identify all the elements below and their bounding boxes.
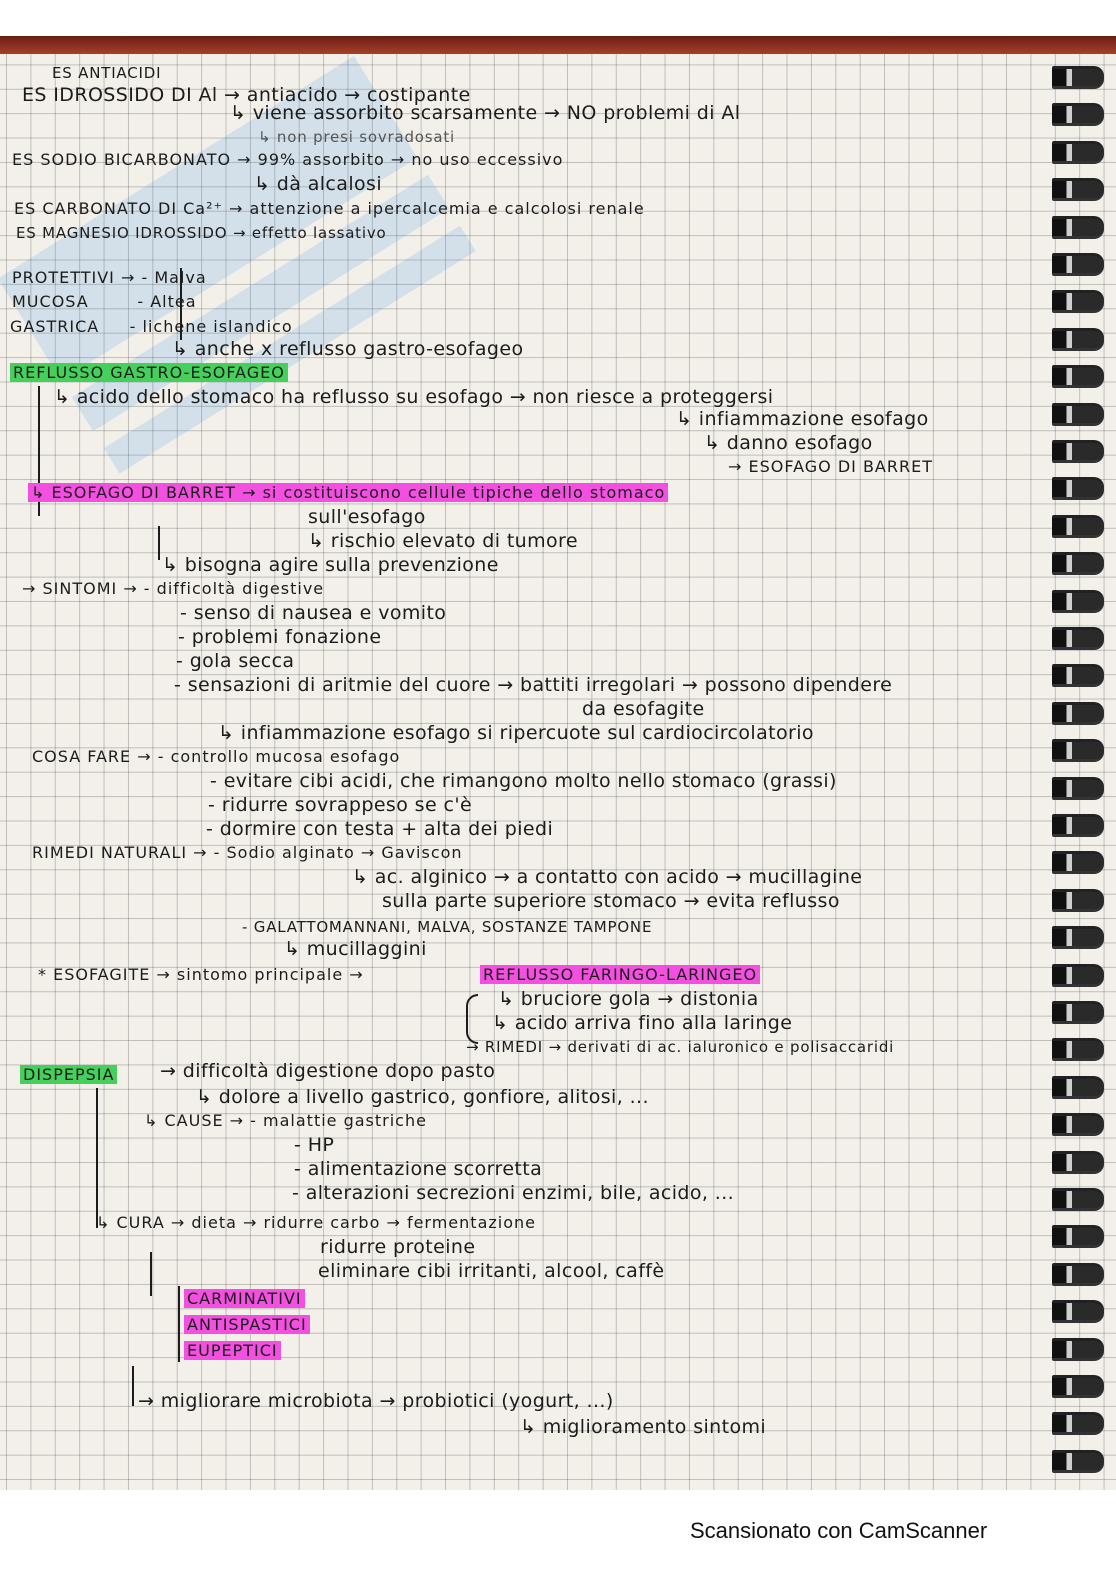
bracket-line bbox=[132, 1366, 134, 1406]
spiral-ring bbox=[1052, 290, 1104, 313]
note-line: ↳ rischio elevato di tumore bbox=[308, 530, 578, 552]
note-line: - alterazioni secrezioni enzimi, bile, acido, ... bbox=[292, 1182, 735, 1204]
spiral-ring bbox=[1052, 328, 1104, 351]
note-line: ↳ bisogna agire sulla prevenzione bbox=[162, 554, 499, 576]
note-line: ↳ danno esofago bbox=[704, 432, 873, 454]
spiral-ring bbox=[1052, 1038, 1104, 1061]
note-line: ↳ dà alcalosi bbox=[254, 173, 382, 195]
spiral-ring bbox=[1052, 403, 1104, 426]
note-line: ↳ viene assorbito scarsamente → NO problemi di Al bbox=[230, 102, 741, 124]
spiral-ring bbox=[1052, 851, 1104, 874]
note-line: - HP bbox=[294, 1134, 335, 1156]
note-line: - evitare cibi acidi, che rimangono molto nello stomaco (grassi) bbox=[210, 770, 837, 792]
antispastici-highlight: ANTISPASTICI bbox=[184, 1315, 310, 1334]
note-line: → difficoltà digestione dopo pasto bbox=[160, 1060, 496, 1082]
note-line: - problemi fonazione bbox=[178, 626, 382, 648]
note-line: - senso di nausea e vomito bbox=[180, 602, 447, 624]
note-line: - dormire con testa + alta dei piedi bbox=[206, 818, 554, 840]
note-line: → RIMEDI → derivati di ac. ialuronico e polisaccaridi bbox=[466, 1038, 895, 1056]
note-line: ↳ infiammazione esofago bbox=[676, 408, 929, 430]
spiral-ring bbox=[1052, 664, 1104, 687]
spiral-ring bbox=[1052, 777, 1104, 800]
section-heading bbox=[20, 1064, 117, 1086]
note-line: → ESOFAGO DI BARRET bbox=[728, 457, 933, 476]
note-line: RIMEDI NATURALI → - Sodio alginato → Gaviscon bbox=[32, 843, 463, 862]
spiral-ring bbox=[1052, 926, 1104, 949]
note-line: sull'esofago bbox=[308, 506, 426, 528]
scanner-footer: Scansionato con CamScanner bbox=[690, 1518, 988, 1543]
note-line: ↳ infiammazione esofago si ripercuote sul cardiocircolatorio bbox=[218, 722, 814, 744]
spiral-ring bbox=[1052, 590, 1104, 613]
note-line: eliminare cibi irritanti, alcool, caffè bbox=[318, 1260, 665, 1282]
note-line: ↳ anche x reflusso gastro-esofageo bbox=[172, 338, 524, 360]
spiral-ring bbox=[1052, 627, 1104, 650]
note-line bbox=[184, 1314, 310, 1336]
bracket-line bbox=[96, 1088, 98, 1228]
note-line bbox=[184, 1288, 305, 1310]
note-line: - sensazioni di aritmie del cuore → battiti irregolari → possono dipendere bbox=[174, 674, 893, 696]
note-line: ↳ acido dello stomaco ha reflusso su esofago → non riesce a proteggersi bbox=[54, 386, 774, 408]
eupeptici-highlight: EUPEPTICI bbox=[184, 1341, 281, 1360]
spiral-ring bbox=[1052, 103, 1104, 126]
section-heading-text: REFLUSSO GASTRO-ESOFAGEO bbox=[10, 363, 288, 382]
spiral-ring bbox=[1052, 1113, 1104, 1136]
spiral-ring bbox=[1052, 216, 1104, 239]
note-line: ES CARBONATO DI Ca²⁺ → attenzione a ipercalcemia e calcolosi renale bbox=[14, 199, 645, 218]
note-line: ↳ CURA → dieta → ridurre carbo → fermentazione bbox=[96, 1213, 536, 1232]
notebook-cover-edge bbox=[0, 36, 1116, 54]
note-line: PROTETTIVI → - Malva bbox=[12, 268, 207, 287]
note-line: MUCOSA - Altea bbox=[12, 292, 197, 311]
dispepsia-heading: DISPEPSIA bbox=[20, 1065, 117, 1084]
note-line: ES MAGNESIO IDROSSIDO → effetto lassativo bbox=[16, 224, 387, 242]
bracket-line bbox=[150, 1252, 152, 1296]
spiral-ring bbox=[1052, 1300, 1104, 1323]
spiral-ring bbox=[1052, 739, 1104, 762]
spiral-ring bbox=[1052, 814, 1104, 837]
spiral-ring bbox=[1052, 1412, 1104, 1435]
note-line: ↳ CAUSE → - malattie gastriche bbox=[144, 1111, 427, 1130]
note-line: ↳ non presi sovradosati bbox=[258, 128, 456, 146]
spiral-ring bbox=[1052, 1375, 1104, 1398]
note-line: - ridurre sovrappeso se c'è bbox=[208, 794, 473, 816]
spiral-ring bbox=[1052, 365, 1104, 388]
note-line: ↳ ac. alginico → a contatto con acido → mucillagine bbox=[352, 866, 863, 888]
notebook-spiral bbox=[1046, 66, 1116, 1490]
note-line: COSA FARE → - controllo mucosa esofago bbox=[32, 747, 401, 766]
spiral-ring bbox=[1052, 702, 1104, 725]
note-line: ridurre proteine bbox=[320, 1236, 476, 1258]
spiral-ring bbox=[1052, 141, 1104, 164]
note-line: - gola secca bbox=[176, 650, 295, 672]
carminativi-highlight: CARMINATIVI bbox=[184, 1289, 305, 1308]
scan-top-margin bbox=[0, 0, 1116, 36]
note-line: ↳ acido arriva fino alla laringe bbox=[492, 1012, 793, 1034]
note-line: ES IDROSSIDO DI Al → antiacido → costipante bbox=[22, 84, 471, 106]
bracket-line bbox=[178, 1286, 180, 1362]
note-line: - alimentazione scorretta bbox=[294, 1158, 543, 1180]
spiral-ring bbox=[1052, 1001, 1104, 1024]
spiral-ring bbox=[1052, 66, 1104, 89]
spiral-ring bbox=[1052, 1151, 1104, 1174]
note-line: ↳ dolore a livello gastrico, gonfiore, alitosi, ... bbox=[196, 1086, 649, 1108]
notebook-page bbox=[0, 36, 1116, 1490]
reflusso-faringo-highlight: REFLUSSO FARINGO-LARINGEO bbox=[480, 965, 760, 984]
spiral-ring bbox=[1052, 515, 1104, 538]
section-heading bbox=[10, 362, 288, 384]
note-line: ES SODIO BICARBONATO → 99% assorbito → no uso eccessivo bbox=[12, 150, 564, 169]
esofago-barret-highlight: ↳ ESOFAGO DI BARRET → si costituiscono cellule tipiche dello stomaco bbox=[28, 483, 668, 502]
spiral-ring bbox=[1052, 178, 1104, 201]
spiral-ring bbox=[1052, 1263, 1104, 1286]
note-line: → SINTOMI → - difficoltà digestive bbox=[22, 579, 325, 598]
note-line bbox=[480, 964, 760, 986]
note-line: GASTRICA - lichene islandico bbox=[10, 317, 293, 336]
spiral-ring bbox=[1052, 477, 1104, 500]
note-line: ES ANTIACIDI bbox=[52, 64, 162, 82]
note-line: - GALATTOMANNANI, MALVA, SOSTANZE TAMPONE bbox=[242, 918, 653, 936]
bracket-line bbox=[158, 526, 160, 560]
note-line: → migliorare microbiota → probiotici (yogurt, ...) bbox=[138, 1390, 614, 1412]
note-line: ↳ bruciore gola → distonia bbox=[498, 988, 759, 1010]
note-line bbox=[184, 1340, 281, 1362]
note-line bbox=[28, 482, 668, 504]
spiral-ring bbox=[1052, 964, 1104, 987]
spiral-ring bbox=[1052, 440, 1104, 463]
note-line: ↳ miglioramento sintomi bbox=[520, 1416, 767, 1438]
note-line: da esofagite bbox=[582, 698, 705, 720]
note-line: * ESOFAGITE → sintomo principale → bbox=[38, 965, 364, 984]
spiral-ring bbox=[1052, 552, 1104, 575]
spiral-ring bbox=[1052, 1450, 1104, 1473]
spiral-ring bbox=[1052, 889, 1104, 912]
spiral-ring bbox=[1052, 1188, 1104, 1211]
note-line: sulla parte superiore stomaco → evita reflusso bbox=[382, 890, 840, 912]
bracket-line bbox=[180, 268, 182, 340]
spiral-ring bbox=[1052, 1076, 1104, 1099]
note-line: ↳ mucillaggini bbox=[284, 938, 427, 960]
spiral-ring bbox=[1052, 1338, 1104, 1361]
spiral-ring bbox=[1052, 253, 1104, 276]
spiral-ring bbox=[1052, 1225, 1104, 1248]
